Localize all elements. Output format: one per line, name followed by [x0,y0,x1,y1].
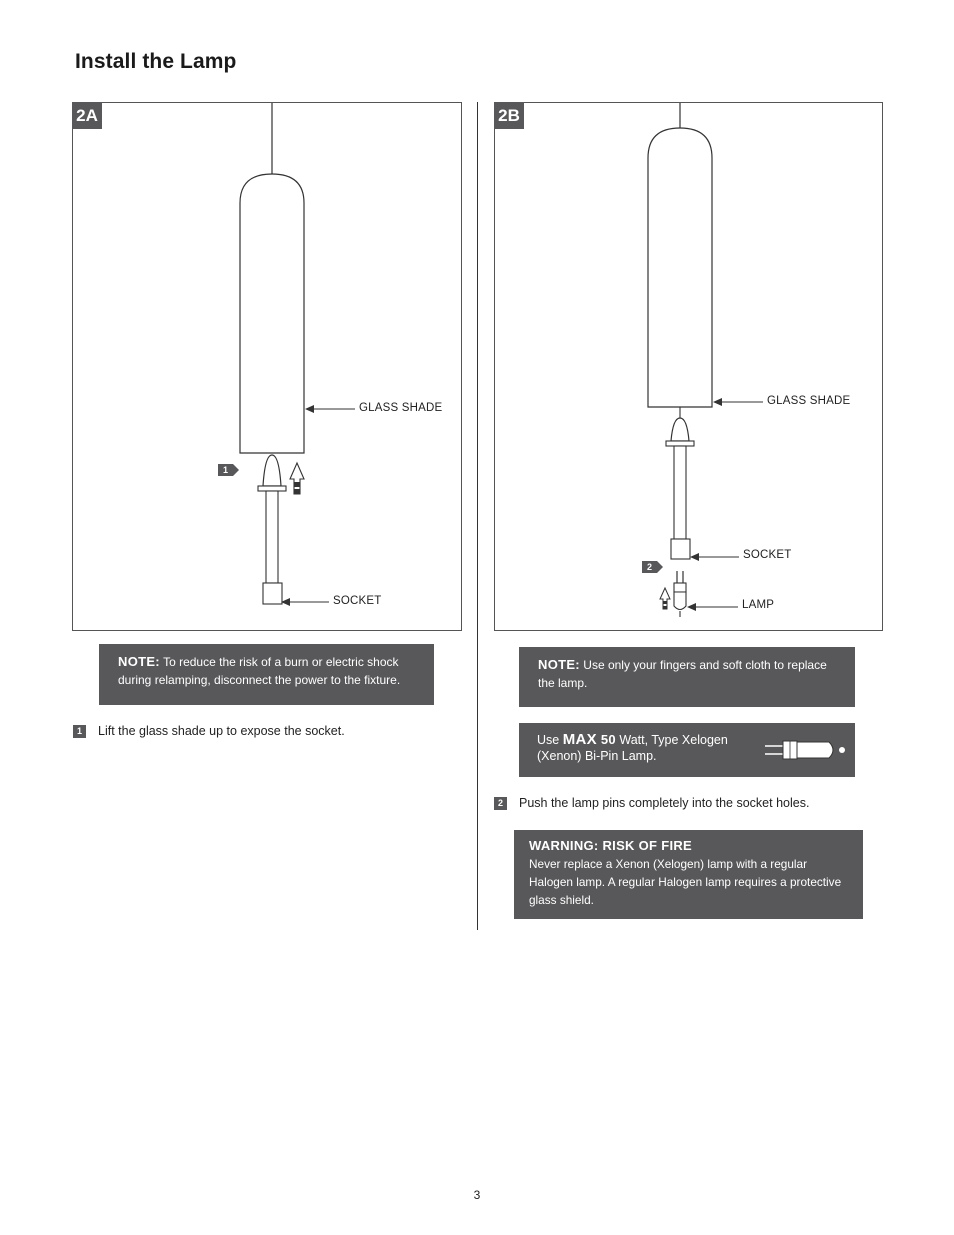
figure-2b [494,102,883,631]
note-text: Use only your fingers and soft cloth to replace the lamp. [538,658,827,690]
step-number: 2 [494,797,507,810]
socket-callout: SOCKET [743,549,792,561]
spec-watts: 50 [596,732,616,747]
socket-callout: SOCKET [333,595,382,607]
note-relamping-safety [99,644,434,705]
step-2-tag: 2 [646,562,652,572]
lamp-spec-box [519,723,855,777]
step-1-tag: 1 [222,465,228,475]
step-1-instruction [73,724,345,738]
figure-label-2a: 2A [72,102,102,129]
spec-prefix: Use [537,733,563,747]
pendant-shade-raised-illustration [73,103,461,630]
note-lead: NOTE: [118,654,160,669]
spec-suffix: Watt, Type Xelogen (Xenon) Bi-Pin Lamp. [537,733,728,763]
step-number: 1 [73,725,86,738]
figure-2a [72,102,462,631]
lamp-callout: LAMP [742,599,775,611]
note-handling [519,647,855,707]
spec-max: MAX [562,731,597,748]
step-2-instruction [494,796,809,810]
page-number: 3 [473,1188,481,1202]
column-divider [477,102,478,930]
page-title: Install the Lamp [75,50,237,73]
warning-heading: WARNING: RISK OF FIRE [529,838,693,853]
step-text: Push the lamp pins completely into the socket holes. [519,796,810,810]
note-lead: NOTE: [538,657,580,672]
glass-shade-callout: GLASS SHADE [767,395,851,407]
bi-pin-lamp-icon [763,735,849,767]
note-text: To reduce the risk of a burn or electric shock during relamping, disconnect the power to the fixture. [118,655,401,687]
fire-warning-box [514,830,863,919]
step-text: Lift the glass shade up to expose the socket. [98,724,345,738]
warning-text: Never replace a Xenon (Xelogen) lamp with a regular Halogen lamp. A regular Halogen lamp requires a protective glass shield. [529,857,842,907]
pendant-lamp-insertion-illustration [495,103,882,630]
glass-shade-callout: GLASS SHADE [359,402,443,414]
figure-label-2b: 2B [494,102,524,129]
